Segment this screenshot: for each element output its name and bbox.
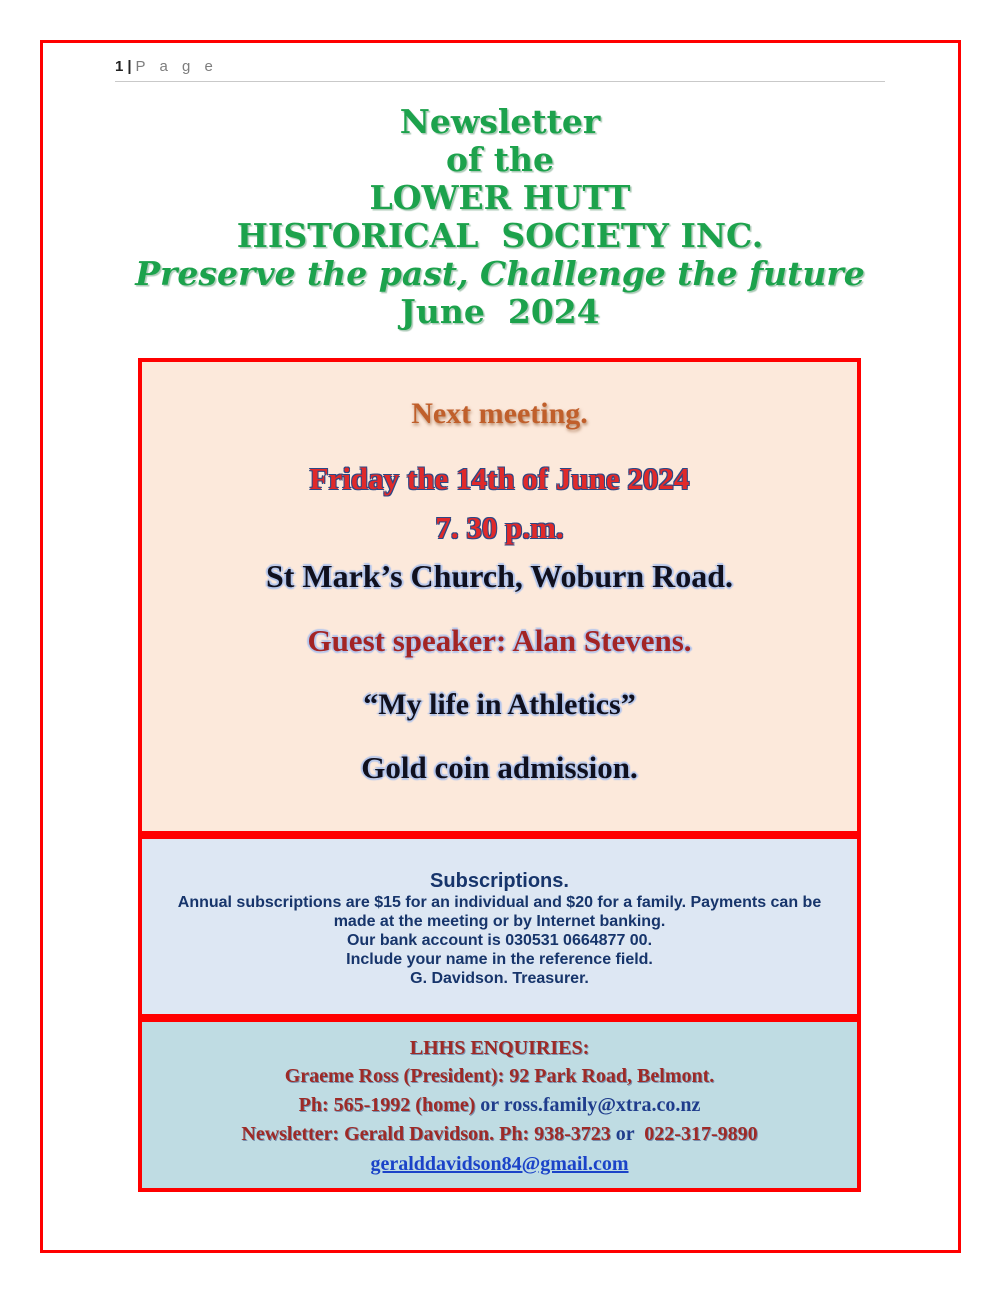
subscriptions-bank-account: Our bank account is 030531 0664877 00. [346, 932, 653, 949]
subscriptions-heading: Subscriptions. [430, 870, 569, 892]
subscriptions-line-2: made at the meeting or by Internet banking. [333, 913, 666, 930]
next-meeting-box [138, 358, 861, 835]
masthead-line-society: HISTORICAL SOCIETY INC. [236, 216, 764, 255]
page-word: P a g e [135, 58, 218, 75]
subscriptions-box [138, 835, 861, 1018]
masthead-line-lower-hutt: LOWER HUTT [369, 178, 631, 217]
masthead-issue-date: June 2024 [400, 292, 600, 331]
enquiries-newsletter-contact: Newsletter: Gerald Davidson. Ph: 938-3723 [241, 1123, 616, 1145]
meeting-date: Friday the 14th of June 2024 [309, 461, 690, 496]
subscriptions-treasurer: G. Davidson. Treasurer. [410, 970, 589, 987]
enquiries-president-line: Graeme Ross (President): 92 Park Road, Belmont. [284, 1065, 715, 1087]
masthead [0, 103, 1000, 331]
meeting-speaker: Guest speaker: Alan Stevens. [307, 623, 692, 658]
masthead-tagline: Preserve the past, Challenge the future [135, 254, 865, 293]
page-number: 1 [115, 58, 124, 75]
masthead-line-newsletter: Newsletter [399, 102, 601, 141]
page-number-separator: | [127, 58, 132, 75]
enquiries-heading: LHHS ENQUIRIES: [409, 1037, 590, 1059]
page-header [115, 58, 885, 82]
enquiries-newsletter-or: or [615, 1123, 635, 1145]
enquiries-email-link[interactable]: geralddavidson84@gmail.com [370, 1153, 629, 1175]
subscriptions-reference-note: Include your name in the reference field. [346, 951, 653, 968]
masthead-line-of-the: of the [446, 140, 554, 179]
meeting-heading: Next meeting. [411, 397, 588, 430]
enquiries-phone-email: or ross.family@xtra.co.nz [480, 1094, 701, 1116]
enquiries-phone-red: Ph: 565-1992 (home) [298, 1094, 481, 1116]
enquiries-newsletter-mobile: 022-317-9890 [634, 1123, 758, 1145]
enquiries-box [138, 1018, 861, 1192]
enquiries-newsletter-line [142, 1120, 857, 1149]
meeting-time: 7. 30 p.m. [435, 510, 564, 545]
meeting-admission: Gold coin admission. [361, 750, 638, 785]
subscriptions-line-1: Annual subscriptions are $15 for an individual and $20 for a family. Payments can be [177, 894, 822, 911]
meeting-venue: St Mark’s Church, Woburn Road. [265, 558, 734, 594]
enquiries-email-line [142, 1150, 857, 1179]
meeting-topic: “My life in Athletics” [363, 688, 636, 721]
enquiries-phone-line [142, 1091, 857, 1120]
